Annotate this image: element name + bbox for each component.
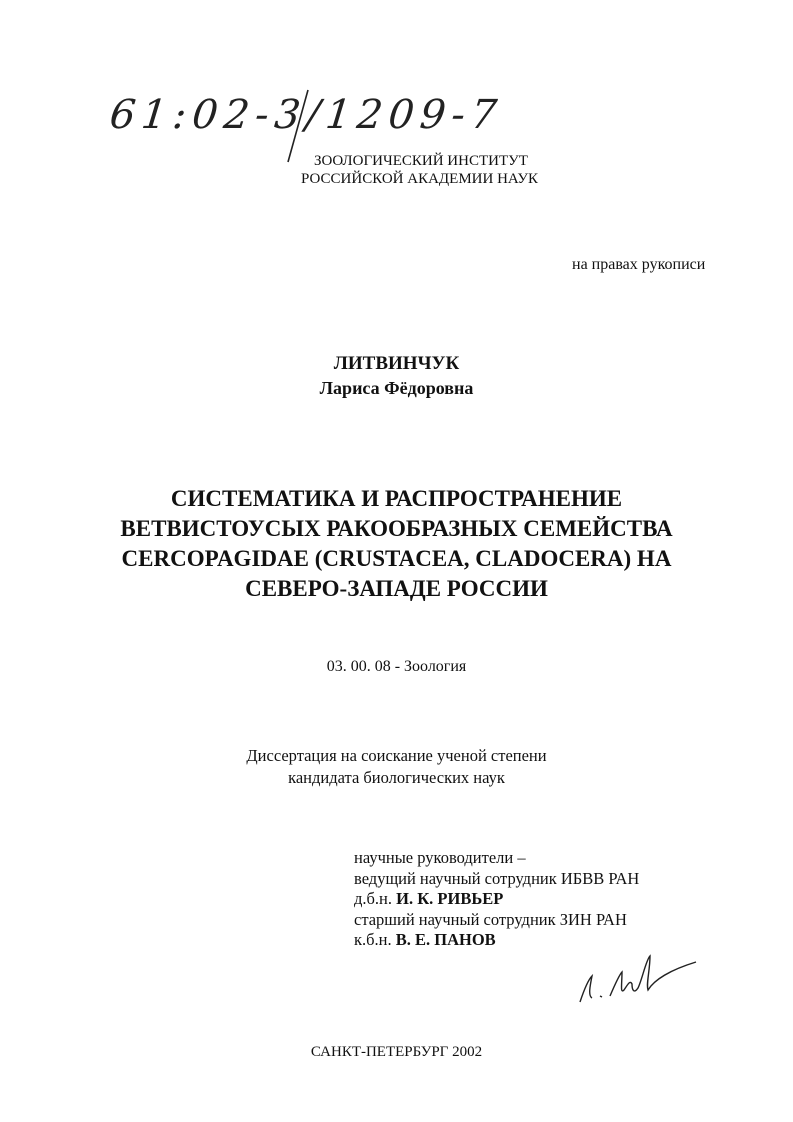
- handwritten-catalog-number: 61:02-3/1209-7: [107, 92, 505, 138]
- specialty: 03. 00. 08 - Зоология: [326, 658, 467, 675]
- supervisor-1-degree: д.б.н.: [354, 889, 392, 908]
- title-line-1: СИСТЕМАТИКА И РАСПРОСТРАНЕНИЕ: [170, 486, 623, 511]
- degree-line-1: Диссертация на соискание ученой степени: [246, 746, 547, 765]
- title-line-3: CERCOPAGIDAE (CRUSTACEA, CLADOCERA) НА: [121, 546, 672, 571]
- dissertation-title: [0, 484, 793, 604]
- signature: [570, 940, 700, 1010]
- title-line-2: ВЕТВИСТОУСЫХ РАКООБРАЗНЫХ СЕМЕЙСТВА: [120, 516, 673, 541]
- title-line-4: СЕВЕРО-ЗАПАДЕ РОССИИ: [245, 576, 548, 601]
- handwritten-slash: [282, 86, 312, 166]
- city-year: САНКТ-ПЕТЕРБУРГ 2002: [310, 1044, 483, 1060]
- rights-note: на правах рукописи: [572, 256, 706, 273]
- supervisor-2-degree: к.б.н.: [354, 930, 392, 949]
- supervisor-1-position: ведущий научный сотрудник ИБВВ РАН: [354, 868, 640, 888]
- author-surname: ЛИТВИНЧУК: [333, 353, 460, 374]
- supervisor-2-name: В. Е. ПАНОВ: [395, 930, 496, 949]
- institute-line-2: РОССИЙСКОЙ АКАДЕМИИ НАУК: [301, 171, 539, 187]
- supervisors: [354, 848, 639, 951]
- supervisors-heading: научные руководители –: [354, 848, 526, 867]
- author-name: Лариса Фёдоровна: [319, 378, 474, 398]
- degree: [0, 745, 793, 789]
- institute-name: [301, 152, 553, 188]
- degree-line-2: кандидата биологических наук: [288, 768, 505, 787]
- supervisor-2-position: старший научный сотрудник ЗИН РАН: [354, 909, 627, 929]
- institute-line-1: ЗООЛОГИЧЕСКИЙ ИНСТИТУТ: [314, 153, 528, 169]
- supervisor-1-name: И. К. РИВЬЕР: [396, 889, 504, 908]
